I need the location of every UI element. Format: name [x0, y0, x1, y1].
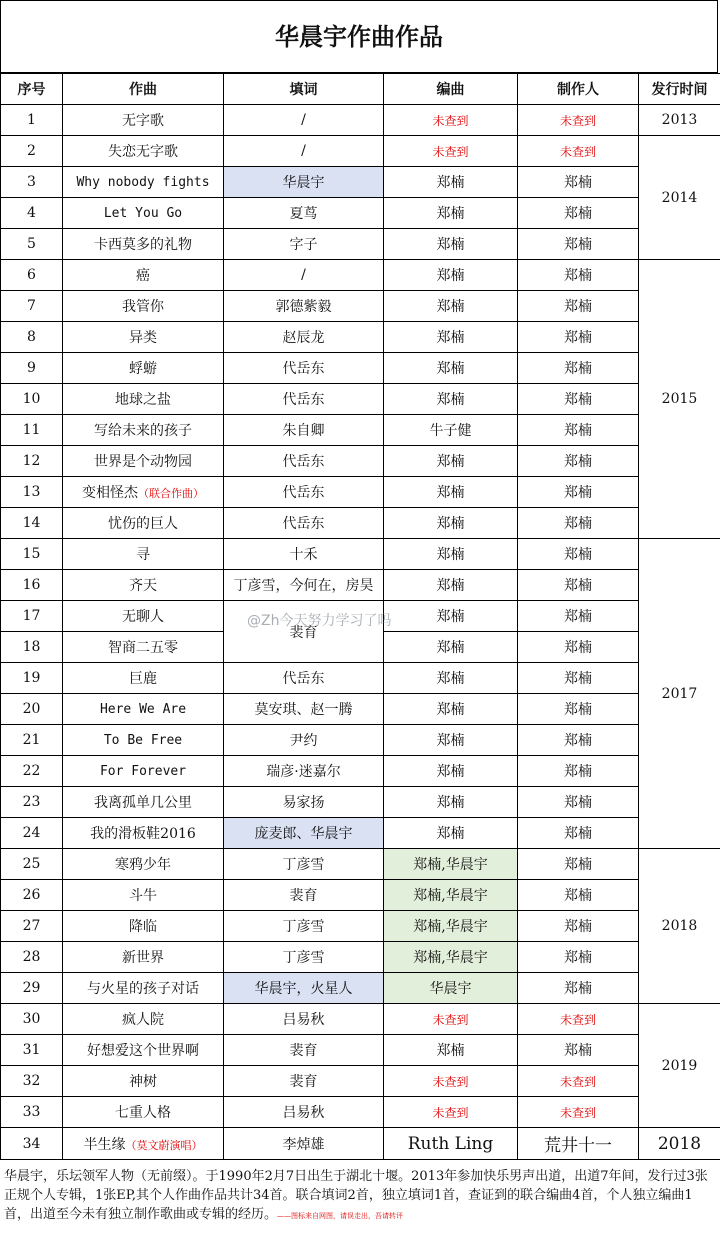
cell-lyricist: 赵辰龙 [224, 322, 384, 353]
footer-signature: ——图标来自网图，请误走出，吾请转评 [277, 1212, 404, 1220]
cell-song: 蜉蝣 [63, 353, 224, 384]
cell-producer: 郑楠 [518, 601, 639, 632]
cell-lyricist: 代岳东 [224, 508, 384, 539]
cell-year: 2018 [639, 1128, 720, 1160]
table-row [1, 818, 720, 849]
cell-arranger: 牛子健 [384, 415, 518, 446]
cell-producer: 郑楠 [518, 663, 639, 694]
cell-arranger: 郑楠,华晨宇 [384, 849, 518, 880]
cell-index: 29 [1, 973, 63, 1004]
cell-arranger: 郑楠 [384, 632, 518, 663]
cell-producer: 郑楠 [518, 415, 639, 446]
table-row [1, 446, 720, 477]
cell-song: 我的滑板鞋2016 [63, 818, 224, 849]
cell-lyricist: 裴育 [224, 880, 384, 911]
cell-lyricist: 裴育 [224, 1035, 384, 1066]
cell-lyricist: 李焯雄 [224, 1128, 384, 1160]
cell-lyricist: 裴育 [224, 601, 384, 663]
cell-song: 我离孤单几公里 [63, 787, 224, 818]
table-row [1, 136, 720, 167]
cell-lyricist: 吕易秋 [224, 1004, 384, 1035]
cell-song: 新世界 [63, 942, 224, 973]
cell-arranger: 郑楠 [384, 787, 518, 818]
cell-lyricist: 华晨宇，火星人 [224, 973, 384, 1004]
joint-composition-note: （联合作曲） [138, 487, 204, 500]
cell-year: 2018 [639, 849, 720, 1004]
cell-song: 卡西莫多的礼物 [63, 229, 224, 260]
cell-song: 巨鹿 [63, 663, 224, 694]
cell-arranger: 郑楠 [384, 353, 518, 384]
cell-arranger: 未查到 [384, 136, 518, 167]
cell-producer: 郑楠 [518, 229, 639, 260]
cell-index: 7 [1, 291, 63, 322]
table-row [1, 1035, 720, 1066]
table-row [1, 756, 720, 787]
table-row [1, 384, 720, 415]
cell-song: 七重人格 [63, 1097, 224, 1128]
cell-song: 地球之盐 [63, 384, 224, 415]
cell-year: 2019 [639, 1004, 720, 1128]
cell-producer: 郑楠 [518, 539, 639, 570]
table-row [1, 229, 720, 260]
table-row [1, 1128, 720, 1160]
cell-index: 30 [1, 1004, 63, 1035]
cell-index: 21 [1, 725, 63, 756]
cell-index: 25 [1, 849, 63, 880]
cell-arranger: 未查到 [384, 1004, 518, 1035]
cell-producer: 郑楠 [518, 384, 639, 415]
header-year: 发行时间 [639, 74, 720, 105]
cell-index: 26 [1, 880, 63, 911]
cell-index: 32 [1, 1066, 63, 1097]
footer-note [0, 1161, 718, 1237]
cell-producer: 郑楠 [518, 353, 639, 384]
cell-producer: 郑楠 [518, 880, 639, 911]
cell-lyricist: / [224, 105, 384, 136]
cell-arranger: 郑楠 [384, 477, 518, 508]
cell-song: 无聊人 [63, 601, 224, 632]
cell-index: 22 [1, 756, 63, 787]
cell-lyricist: 丁彦雪 [224, 911, 384, 942]
cell-song: 我管你 [63, 291, 224, 322]
cell-arranger: 郑楠 [384, 384, 518, 415]
cell-arranger: 郑楠 [384, 1035, 518, 1066]
song-title: 变相怪杰 [82, 485, 138, 501]
table-row [1, 849, 720, 880]
cell-song: Why nobody fights [63, 167, 224, 198]
header-index: 序号 [1, 74, 63, 105]
cell-lyricist: 字子 [224, 229, 384, 260]
cell-lyricist: 易家扬 [224, 787, 384, 818]
table-row [1, 1004, 720, 1035]
cell-arranger: 郑楠 [384, 756, 518, 787]
cell-lyricist: 代岳东 [224, 353, 384, 384]
cell-song: 忧伤的巨人 [63, 508, 224, 539]
cell-lyricist: 朱自卿 [224, 415, 384, 446]
cell-song: 写给未来的孩子 [63, 415, 224, 446]
cell-index: 23 [1, 787, 63, 818]
cell-lyricist: / [224, 136, 384, 167]
table-row [1, 1097, 720, 1128]
cell-index: 10 [1, 384, 63, 415]
cell-index: 11 [1, 415, 63, 446]
cell-lyricist: 十禾 [224, 539, 384, 570]
cell-arranger: 未查到 [384, 1097, 518, 1128]
table-row [1, 477, 720, 508]
table-row [1, 942, 720, 973]
cell-producer: 郑楠 [518, 570, 639, 601]
cell-arranger: 郑楠 [384, 198, 518, 229]
cell-producer: 郑楠 [518, 477, 639, 508]
table-row [1, 570, 720, 601]
cell-index: 1 [1, 105, 63, 136]
cell-producer: 未查到 [518, 1004, 639, 1035]
cell-producer: 未查到 [518, 105, 639, 136]
cell-lyricist: 代岳东 [224, 446, 384, 477]
song-title: 半生缘 [83, 1136, 126, 1153]
cell-producer: 郑楠 [518, 694, 639, 725]
cell-arranger: 华晨宇 [384, 973, 518, 1004]
cell-song: 好想爱这个世界啊 [63, 1035, 224, 1066]
cell-index: 5 [1, 229, 63, 260]
cell-producer: 未查到 [518, 1097, 639, 1128]
cell-producer: 郑楠 [518, 942, 639, 973]
cell-producer: 郑楠 [518, 632, 639, 663]
cell-producer: 郑楠 [518, 849, 639, 880]
table-row [1, 353, 720, 384]
cell-arranger: 郑楠 [384, 322, 518, 353]
cell-index: 9 [1, 353, 63, 384]
cell-producer: 郑楠 [518, 508, 639, 539]
footer-text: 华晨宇，乐坛领军人物（无前缀）。于1990年2月7日出生于湖北十堰。2013年参加快乐男声出道，出道7年间，发行过3张正规个人专辑，1张EP,其个人作曲作品共计34首。联合填词2首，独立填词1首，查证到的联合编曲4首，个人独立编曲1首，出道至今未有独立制作歌曲或专辑的经历。 [4, 1169, 708, 1222]
cell-arranger: 郑楠 [384, 725, 518, 756]
table-row [1, 973, 720, 1004]
table-row [1, 880, 720, 911]
cell-arranger: 郑楠 [384, 446, 518, 477]
cell-lyricist: 丁彦雪 [224, 849, 384, 880]
table-row [1, 291, 720, 322]
header-producer: 制作人 [518, 74, 639, 105]
table-row [1, 105, 720, 136]
table-header [1, 74, 720, 105]
cell-arranger: 郑楠,华晨宇 [384, 911, 518, 942]
table-row [1, 787, 720, 818]
cell-song: Let You Go [63, 198, 224, 229]
cell-producer: 郑楠 [518, 322, 639, 353]
cell-index: 28 [1, 942, 63, 973]
cell-arranger: 郑楠 [384, 570, 518, 601]
cell-song: Here We Are [63, 694, 224, 725]
cell-producer: 郑楠 [518, 911, 639, 942]
cell-song: For Forever [63, 756, 224, 787]
cell-arranger: 郑楠 [384, 663, 518, 694]
cell-lyricist: 代岳东 [224, 663, 384, 694]
watermark: @Zh今天努力学习了吗 [247, 613, 392, 629]
cell-producer: 郑楠 [518, 167, 639, 198]
cell-year: 2017 [639, 539, 720, 849]
cell-song: 异类 [63, 322, 224, 353]
cell-song: 寻 [63, 539, 224, 570]
cell-index: 34 [1, 1128, 63, 1160]
cell-song: 齐天 [63, 570, 224, 601]
cell-song: 降临 [63, 911, 224, 942]
cell-index: 20 [1, 694, 63, 725]
table-row [1, 260, 720, 291]
cell-index: 19 [1, 663, 63, 694]
cell-song: 智商二五零 [63, 632, 224, 663]
cell-song: 癌 [63, 260, 224, 291]
singer-note: （莫文蔚演唱） [125, 1138, 203, 1152]
table-row [1, 725, 720, 756]
cell-index: 18 [1, 632, 63, 663]
cell-year: 2013 [639, 105, 720, 136]
cell-arranger: 郑楠 [384, 694, 518, 725]
cell-lyricist: 吕易秋 [224, 1097, 384, 1128]
table-row [1, 539, 720, 570]
cell-arranger: 郑楠 [384, 601, 518, 632]
cell-producer: 未查到 [518, 136, 639, 167]
cell-index: 16 [1, 570, 63, 601]
cell-lyricist: 瑞彦·迷嘉尔 [224, 756, 384, 787]
cell-index: 8 [1, 322, 63, 353]
cell-producer: 荒井十一 [518, 1128, 639, 1160]
cell-song: To Be Free [63, 725, 224, 756]
table-row [1, 911, 720, 942]
cell-lyricist: 莫安琪、赵一腾 [224, 694, 384, 725]
cell-index: 15 [1, 539, 63, 570]
cell-lyricist: / [224, 260, 384, 291]
cell-song: 斗牛 [63, 880, 224, 911]
cell-song: 疯人院 [63, 1004, 224, 1035]
cell-producer: 郑楠 [518, 260, 639, 291]
cell-lyricist: 夏茑 [224, 198, 384, 229]
cell-index: 31 [1, 1035, 63, 1066]
cell-producer: 郑楠 [518, 787, 639, 818]
cell-index: 14 [1, 508, 63, 539]
cell-arranger: 未查到 [384, 105, 518, 136]
cell-producer: 未查到 [518, 1066, 639, 1097]
cell-index: 27 [1, 911, 63, 942]
cell-arranger: 郑楠 [384, 818, 518, 849]
table-row [1, 663, 720, 694]
cell-producer: 郑楠 [518, 756, 639, 787]
cell-song: 与火星的孩子对话 [63, 973, 224, 1004]
table-row [1, 322, 720, 353]
cell-song: 世界是个动物园 [63, 446, 224, 477]
cell-arranger: Ruth Ling [384, 1128, 518, 1160]
cell-index: 3 [1, 167, 63, 198]
cell-index: 4 [1, 198, 63, 229]
cell-arranger: 郑楠 [384, 508, 518, 539]
header-lyricist: 填词 [224, 74, 384, 105]
cell-producer: 郑楠 [518, 973, 639, 1004]
table-row [1, 694, 720, 725]
cell-lyricist: 尹约 [224, 725, 384, 756]
cell-arranger: 郑楠 [384, 167, 518, 198]
header-composer: 作曲 [63, 74, 224, 105]
cell-producer: 郑楠 [518, 198, 639, 229]
cell-arranger: 郑楠,华晨宇 [384, 880, 518, 911]
cell-index: 6 [1, 260, 63, 291]
cell-index: 12 [1, 446, 63, 477]
table-row [1, 415, 720, 446]
cell-index: 24 [1, 818, 63, 849]
header-arranger: 编曲 [384, 74, 518, 105]
cell-index: 2 [1, 136, 63, 167]
cell-arranger: 郑楠 [384, 260, 518, 291]
cell-lyricist: 郭德紫毅 [224, 291, 384, 322]
cell-song [63, 477, 224, 508]
cell-song: 失恋无字歌 [63, 136, 224, 167]
cell-lyricist: 庞麦郎、华晨宇 [224, 818, 384, 849]
cell-lyricist: 代岳东 [224, 384, 384, 415]
cell-index: 13 [1, 477, 63, 508]
cell-producer: 郑楠 [518, 1035, 639, 1066]
cell-arranger: 郑楠,华晨宇 [384, 942, 518, 973]
cell-arranger: 未查到 [384, 1066, 518, 1097]
cell-index: 17 [1, 601, 63, 632]
cell-song: 无字歌 [63, 105, 224, 136]
cell-lyricist: 裴育 [224, 1066, 384, 1097]
cell-producer: 郑楠 [518, 291, 639, 322]
cell-song: 寒鸦少年 [63, 849, 224, 880]
cell-arranger: 郑楠 [384, 539, 518, 570]
cell-producer: 郑楠 [518, 446, 639, 477]
cell-arranger: 郑楠 [384, 229, 518, 260]
table-row [1, 1066, 720, 1097]
cell-song [63, 1128, 224, 1160]
cell-arranger: 郑楠 [384, 291, 518, 322]
cell-lyricist: 代岳东 [224, 477, 384, 508]
cell-producer: 郑楠 [518, 818, 639, 849]
table-row [1, 198, 720, 229]
cell-year: 2015 [639, 260, 720, 539]
page-title: 华晨宇作曲作品 [0, 0, 718, 73]
table-row [1, 508, 720, 539]
cell-index: 33 [1, 1097, 63, 1128]
cell-lyricist: 丁彦雪 [224, 942, 384, 973]
cell-lyricist: 丁彦雪，今何在，房昊 [224, 570, 384, 601]
cell-producer: 郑楠 [518, 725, 639, 756]
cell-song: 神树 [63, 1066, 224, 1097]
table-row [1, 167, 720, 198]
cell-lyricist: 华晨宇 [224, 167, 384, 198]
cell-year: 2014 [639, 136, 720, 260]
